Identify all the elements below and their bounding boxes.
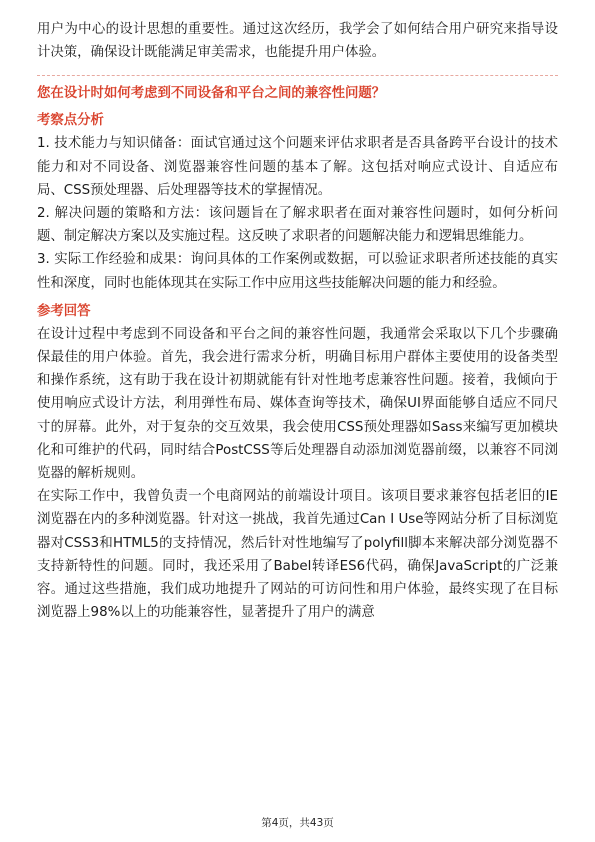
answer-heading: 参考回答 [37,303,91,319]
analysis-heading: 考察点分析 [37,113,104,129]
intro-continuation: 用户为中心的设计思想的重要性。通过这次经历，我学会了如何结合用户研究来指导设计决策，确保设计既能满足审美需求，也能提升用户体验。 [37,22,558,61]
question-divider [37,75,558,76]
analysis-point-2: 2. 解决问题的策略和方法：该问题旨在了解求职者在面对兼容性问题时，如何分析问题、制定解决方案以及实施过程。这反映了求职者的问题解决能力和逻辑思维能力。 [37,206,558,245]
answer-paragraph-2: 在实际工作中，我曾负责一个电商网站的前端设计项目。该项目要求兼容包括老旧的IE浏览器在内的多种浏览器。针对这一挑战，我首先通过Can I Use等网站分析了目标浏览器对CSS3和HTML5的支持情况，然后针对性地编写了polyfill脚本来解决部分浏览器不支持新特性的问题。同时，我还采用了Babel转译ES6代码，确保JavaScript的广泛兼容。通过这些措施，我们成功地提升了网站的可访问性和用户体验，最终实现了在目标浏览器上98%以上的功能兼容性，显著提升了用户的满意 [37,489,558,621]
page-content [37,18,558,624]
analysis-point-1: 1. 技术能力与知识储备：面试官通过这个问题来评估求职者是否具备跨平台设计的技术能力和对不同设备、浏览器兼容性问题的基本了解。这包括对响应式设计、自适应布局、CSS预处理器、后处理器等技术的掌握情况。 [37,136,558,198]
analysis-point-3: 3. 实际工作经验和成果：询问具体的工作案例或数据，可以验证求职者所述技能的真实性和深度，同时也能体现其在实际工作中应用这些技能解决问题的能力和经验。 [37,252,558,291]
answer-paragraph-1: 在设计过程中考虑到不同设备和平台之间的兼容性问题，我通常会采取以下几个步骤确保最佳的用户体验。首先，我会进行需求分析，明确目标用户群体主要使用的设备类型和操作系统，这有助于我在设计初期就能有针对性地考虑兼容性问题。接着，我倾向于使用响应式设计方法，利用弹性布局、媒体查询等技术，确保UI界面能够自适应不同尺寸的屏幕。此外，对于复杂的交互效果，我会使用CSS预处理器如Sass来编写更加模块化和可维护的代码，同时结合PostCSS等后处理器自动添加浏览器前缀，以兼容不同浏览器的解析规则。 [37,326,558,482]
page-footer: 第4页，共43页 [261,817,334,829]
question-title: 您在设计时如何考虑到不同设备和平台之间的兼容性问题？ [37,86,386,102]
